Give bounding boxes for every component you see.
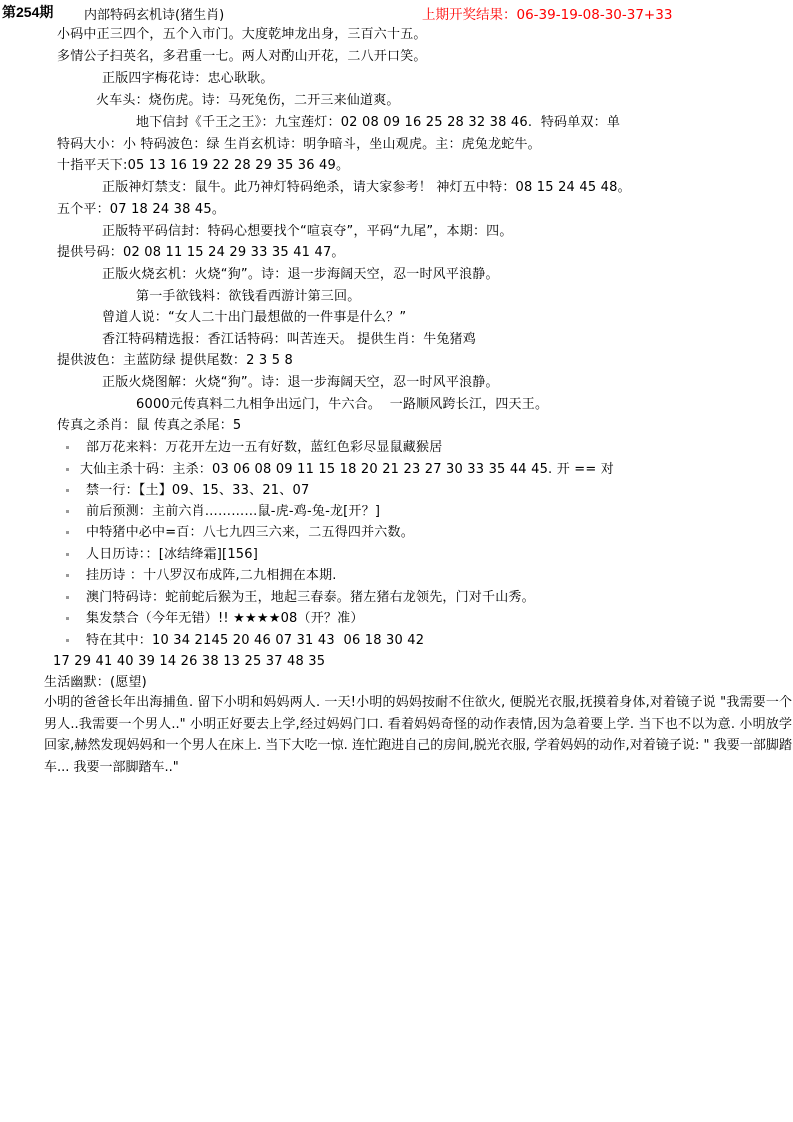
- bullet-dot: [66, 596, 69, 599]
- text-line: 正版神灯禁支：鼠牛。此乃神灯特码绝杀，请大家参考！ 神灯五中特：08 15 24 45 48。: [102, 180, 631, 195]
- text-line: 正版四字梅花诗：忠心耿耿。: [102, 71, 274, 86]
- bullet-dot: [66, 639, 69, 642]
- bullet-dot: [66, 489, 69, 492]
- text-line: 正版火烧玄机：火烧“狗”。诗：退一步海阔天空，忍一时风平浪静。: [102, 267, 499, 282]
- text-line: 中特猪中必中=百：八七九四三六来，二五得四并六数。: [86, 525, 414, 540]
- text-line: 6000元传真料二九相争出远门，牛六合。 一路顺风跨长江，四天王。: [136, 397, 549, 412]
- text-line: 多情公子扫英名，多君重一七。两人对酌山开花，二八开口笑。: [57, 49, 427, 64]
- section-heading: 生活幽默：(愿望): [44, 675, 147, 690]
- issue-number: 第254期: [2, 4, 54, 20]
- text-line: 17 29 41 40 39 14 26 38 13 25 37 48 35: [53, 654, 326, 669]
- humor-story: 小明的爸爸长年出海捕鱼. 留下小明和妈妈两人. 一天!小明的妈妈按耐不住欲火, 便脱光衣服,抚摸着身体,对着镜子说 "我需要一个男人..我需要一个男人.." 小明正好要去上学,经过妈妈门口. 看着妈妈奇怪的动作表情,因为急着要上学. 当下也不以为意. 小明放学回家,赫然发现妈妈和一个男人在床上. 当下大吃一惊. 连忙跑进自己的房间,脱光衣服, 学着妈妈的动作,对着镜子说: " 我要一部脚踏车... 我要一部脚踏车..": [44, 695, 792, 775]
- bullet-dot: [66, 468, 69, 471]
- text-line: 挂历诗 ：十八罗汉布成阵,二九相拥在本期.: [86, 568, 337, 583]
- bullet-dot: [66, 446, 69, 449]
- result-numbers: 06-39-19-08-30-37+33: [516, 7, 673, 23]
- text-line: 传真之杀肖：鼠 传真之杀尾：5: [57, 418, 242, 433]
- text-line: 禁一行：【土】09、15、33、21、07: [86, 483, 310, 498]
- text-line: 香江特码精选报：香江话特码：叫苦连天。 提供生肖：牛兔猪鸡: [102, 332, 476, 347]
- text-line: 正版火烧图解：火烧“狗”。诗：退一步海阔天空，忍一时风平浪静。: [102, 375, 499, 390]
- text-line: 大仙主杀十码：主杀：03 06 08 09 11 15 18 20 21 23 27 30 33 35 44 45. 开 == 对: [80, 462, 614, 477]
- text-line: 火车头：烧伤虎。诗：马死兔伤，二开三来仙道爽。: [96, 93, 400, 108]
- bullet-dot: [66, 617, 69, 620]
- bullet-dot: [66, 574, 69, 577]
- bullet-dot: [66, 531, 69, 534]
- text-line: 小码中正三四个，五个入市门。大度乾坤龙出身，三百六十五。: [57, 27, 427, 42]
- last-draw-result: [422, 3, 672, 23]
- text-line: 特在其中：10 34 2145 20 46 07 31 43 06 18 30 42: [86, 633, 425, 648]
- bullet-dot: [66, 510, 69, 513]
- text-line: 五个平：07 18 24 38 45。: [57, 202, 226, 217]
- text-line: 第一手欲钱料：欲钱看西游计第三回。: [136, 289, 361, 304]
- bullet-dot: [66, 553, 69, 556]
- text-line: 部万花来料：万花开左边一五有好数，蓝红色彩尽显鼠藏猴居: [86, 440, 443, 455]
- result-label: 上期开奖结果：: [422, 7, 517, 23]
- text-line: 提供号码：02 08 11 15 24 29 33 35 41 47。: [57, 245, 345, 260]
- page-title: 内部特码玄机诗(猪生肖): [84, 8, 225, 23]
- text-line: 正版特平码信封：特码心想要找个“喧哀夺”，平码“九尾”，本期：四。: [102, 224, 513, 239]
- text-line: 十指平天下:05 13 16 19 22 28 29 35 36 49。: [57, 158, 350, 173]
- text-line: 前后预测：主前六肖…………鼠-虎-鸡-兔-龙[开？]: [86, 504, 381, 519]
- text-line: 地下信封《千王之王》：九宝莲灯：02 08 09 16 25 28 32 38 46. 特码单双：单: [136, 115, 621, 130]
- text-line: 澳门特码诗：蛇前蛇后猴为王，地起三春泰。猪左猪右龙领先，门对千山秀。: [86, 590, 535, 605]
- text-line: 集发禁合（今年无错）!! ★★★★08（开？准）: [86, 611, 364, 626]
- text-line: 曾道人说：“女人二十出门最想做的一件事是什么？”: [102, 310, 407, 325]
- text-line: 提供波色：主蓝防绿 提供尾数：2 3 5 8: [57, 353, 294, 368]
- text-line: 人日历诗：：[冰结绛霜][156]: [86, 547, 259, 562]
- text-line: 特码大小：小 特码波色：绿 生肖玄机诗：明争暗斗，坐山观虎。主：虎兔龙蛇牛。: [57, 137, 541, 152]
